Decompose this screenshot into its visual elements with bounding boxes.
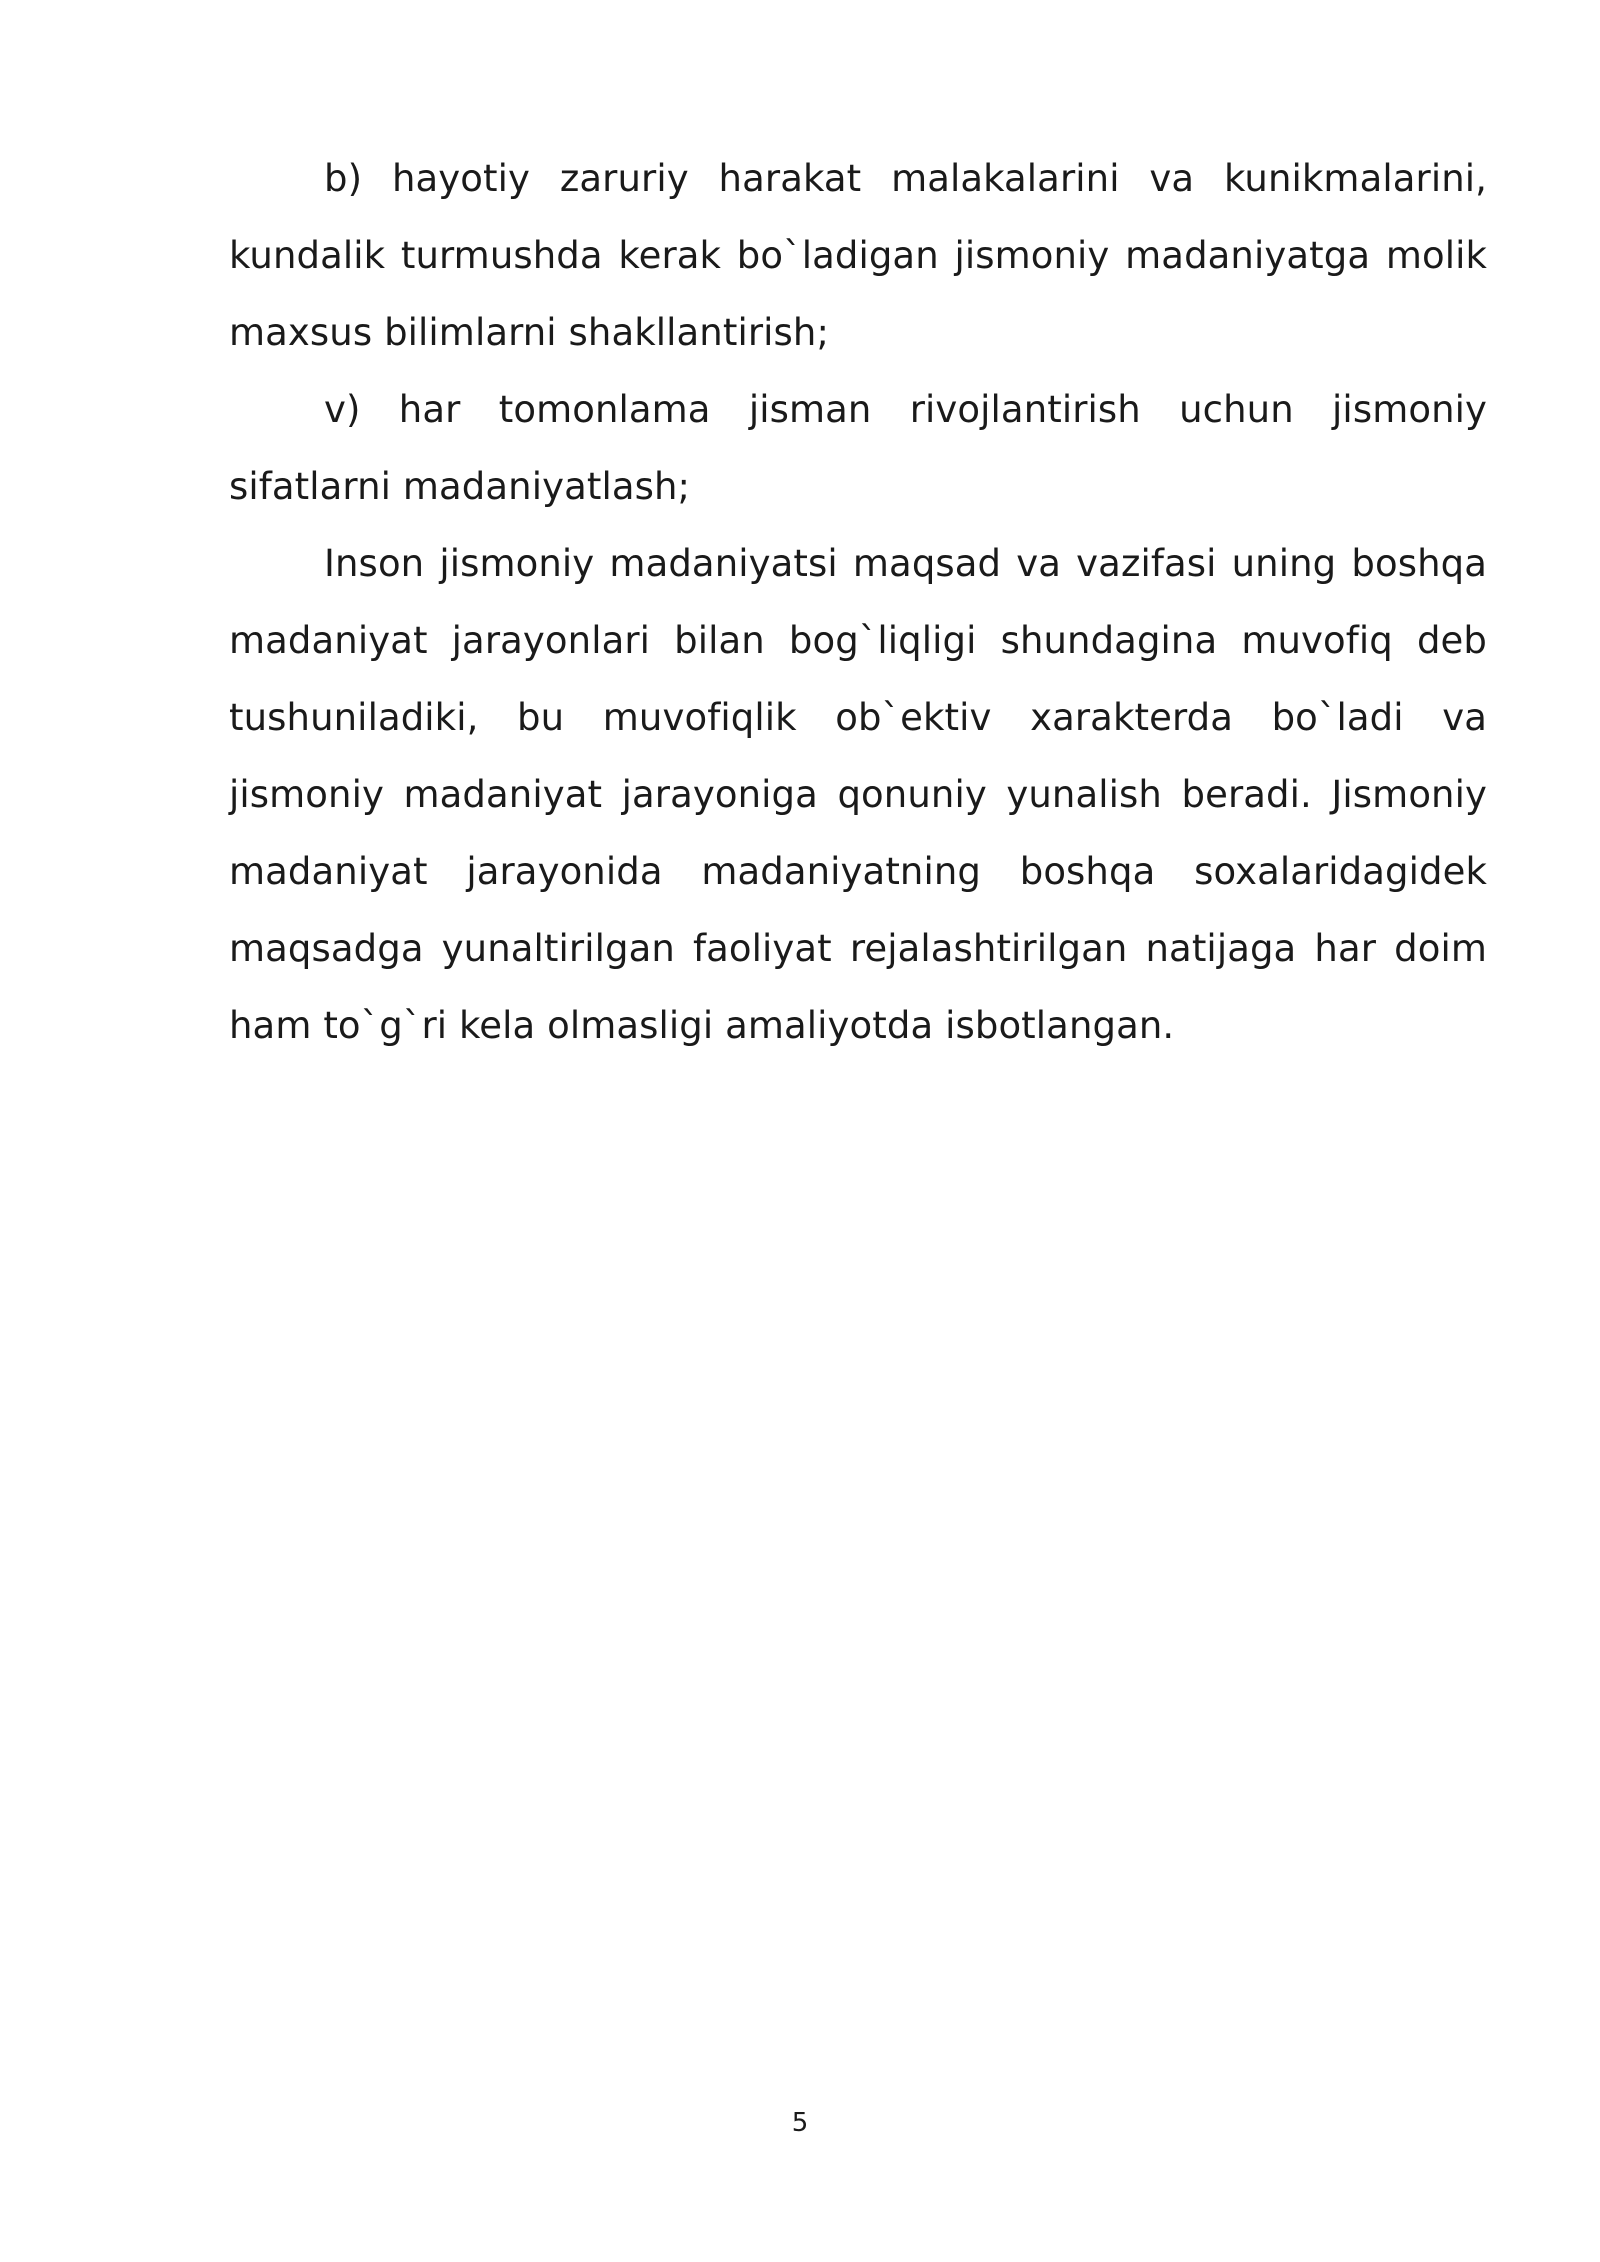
paragraph-list-item-b: b) hayotiy zaruriy harakat malakalarini va kunikmalarini, kundalik turmushda kerak bo`ladigan jismoniy madaniyatga molik maxsus bilimlarni shakllantirish; <box>229 157 1487 354</box>
body-text <box>229 140 1487 1064</box>
paragraph-list-item-v: v) har tomonlama jisman rivojlantirish uchun jismoniy sifatlarni madaniyatlash; <box>229 388 1487 508</box>
paragraph-main: Inson jismoniy madaniyatsi maqsad va vazifasi uning boshqa madaniyat jarayonlari bilan bog`liqligi shundagina muvofiq deb tushuniladiki, bu muvofiqlik ob`ektiv xarakterda bo`ladi va jismoniy madaniyat jarayoniga qonuniy yunalish beradi. Jismoniy madaniyat jarayonida madaniyatning boshqa soxalaridagidek maqsadga yunaltirilgan faoliyat rejalashtirilgan natijaga har doim ham to`g`ri kela olmasligi amaliyotda isbotlangan. <box>229 542 1487 1047</box>
page-number: 5 <box>791 2108 809 2138</box>
